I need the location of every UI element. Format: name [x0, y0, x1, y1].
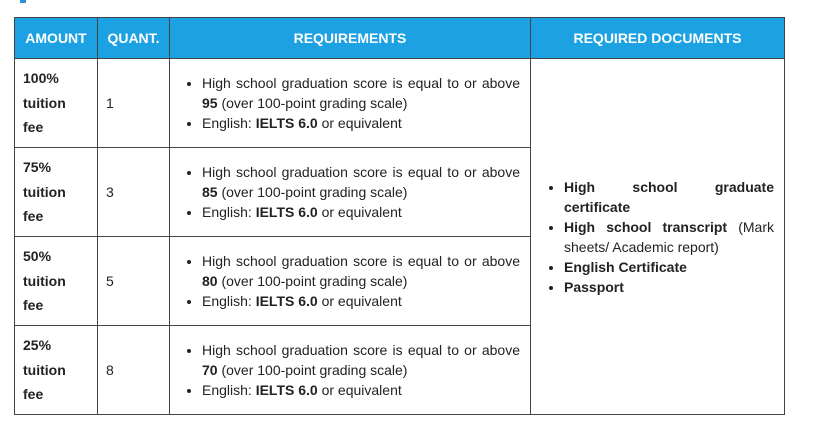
requirements-cell	[170, 237, 531, 326]
requirements-cell	[170, 59, 531, 148]
requirements-list	[184, 251, 520, 311]
quantity-cell: 1	[98, 59, 170, 148]
english-requirement	[202, 380, 520, 400]
score-value: 80	[202, 273, 218, 289]
amount-cell: 75% tuition fee	[15, 148, 98, 237]
score-value: 85	[202, 184, 218, 200]
english-score: IELTS 6.0	[255, 115, 318, 131]
document-passport	[564, 277, 774, 297]
english-prefix: English:	[202, 382, 256, 398]
english-suffix: or equivalent	[317, 204, 402, 220]
english-certificate-label: English Certificate	[564, 258, 687, 275]
amount-cell: 50% tuition fee	[15, 237, 98, 326]
document-english-certificate	[564, 257, 774, 277]
header-row	[15, 18, 785, 59]
requirements-cell	[170, 148, 531, 237]
document-graduate-certificate	[564, 177, 774, 217]
score-requirement	[202, 73, 520, 113]
header-required-documents: REQUIRED DOCUMENTS	[531, 18, 785, 59]
requirements-list	[184, 73, 520, 133]
english-requirement	[202, 113, 520, 133]
english-prefix: English:	[202, 293, 256, 309]
score-suffix: (over 100-point grading scale)	[217, 362, 408, 378]
score-suffix: (over 100-point grading scale)	[217, 273, 408, 289]
amount-cell: 25% tuition fee	[15, 326, 98, 415]
english-suffix: or equivalent	[317, 293, 402, 309]
score-requirement	[202, 251, 520, 291]
required-documents-cell	[531, 59, 785, 415]
score-suffix: (over 100-point grading scale)	[217, 184, 408, 200]
header-amount: AMOUNT	[15, 18, 98, 59]
english-score: IELTS 6.0	[255, 382, 318, 398]
english-score: IELTS 6.0	[255, 204, 318, 220]
transcript-note: (Mark sheets/ Academic report)	[564, 218, 774, 255]
quantity-cell: 5	[98, 237, 170, 326]
documents-list	[545, 177, 774, 297]
requirements-cell	[170, 326, 531, 415]
score-requirement	[202, 162, 520, 202]
score-prefix: High school graduation score is equal to or above	[202, 164, 520, 180]
english-score: IELTS 6.0	[255, 293, 318, 309]
score-suffix: (over 100-point grading scale)	[217, 95, 408, 111]
english-requirement	[202, 202, 520, 222]
score-prefix: High school graduation score is equal to or above	[202, 253, 520, 269]
score-value: 95	[202, 95, 218, 111]
transcript-label: High school transcript	[564, 218, 728, 235]
graduate-certificate-label: High school graduate certificate	[564, 178, 774, 215]
quantity-cell: 8	[98, 326, 170, 415]
english-requirement	[202, 291, 520, 311]
amount-cell: 100% tuition fee	[15, 59, 98, 148]
score-prefix: High school graduation score is equal to or above	[202, 75, 520, 91]
passport-label: Passport	[564, 278, 624, 295]
quantity-cell: 3	[98, 148, 170, 237]
english-suffix: or equivalent	[317, 115, 402, 131]
requirements-list	[184, 162, 520, 222]
score-requirement	[202, 340, 520, 380]
document-transcript	[564, 217, 774, 257]
table-row	[15, 59, 785, 148]
english-prefix: English:	[202, 115, 256, 131]
top-accent-mark	[20, 0, 26, 3]
header-requirements: REQUIREMENTS	[170, 18, 531, 59]
scholarship-table	[14, 17, 785, 415]
score-prefix: High school graduation score is equal to or above	[202, 342, 520, 358]
header-quantity: QUANT.	[98, 18, 170, 59]
score-value: 70	[202, 362, 218, 378]
english-prefix: English:	[202, 204, 256, 220]
requirements-list	[184, 340, 520, 400]
english-suffix: or equivalent	[317, 382, 402, 398]
